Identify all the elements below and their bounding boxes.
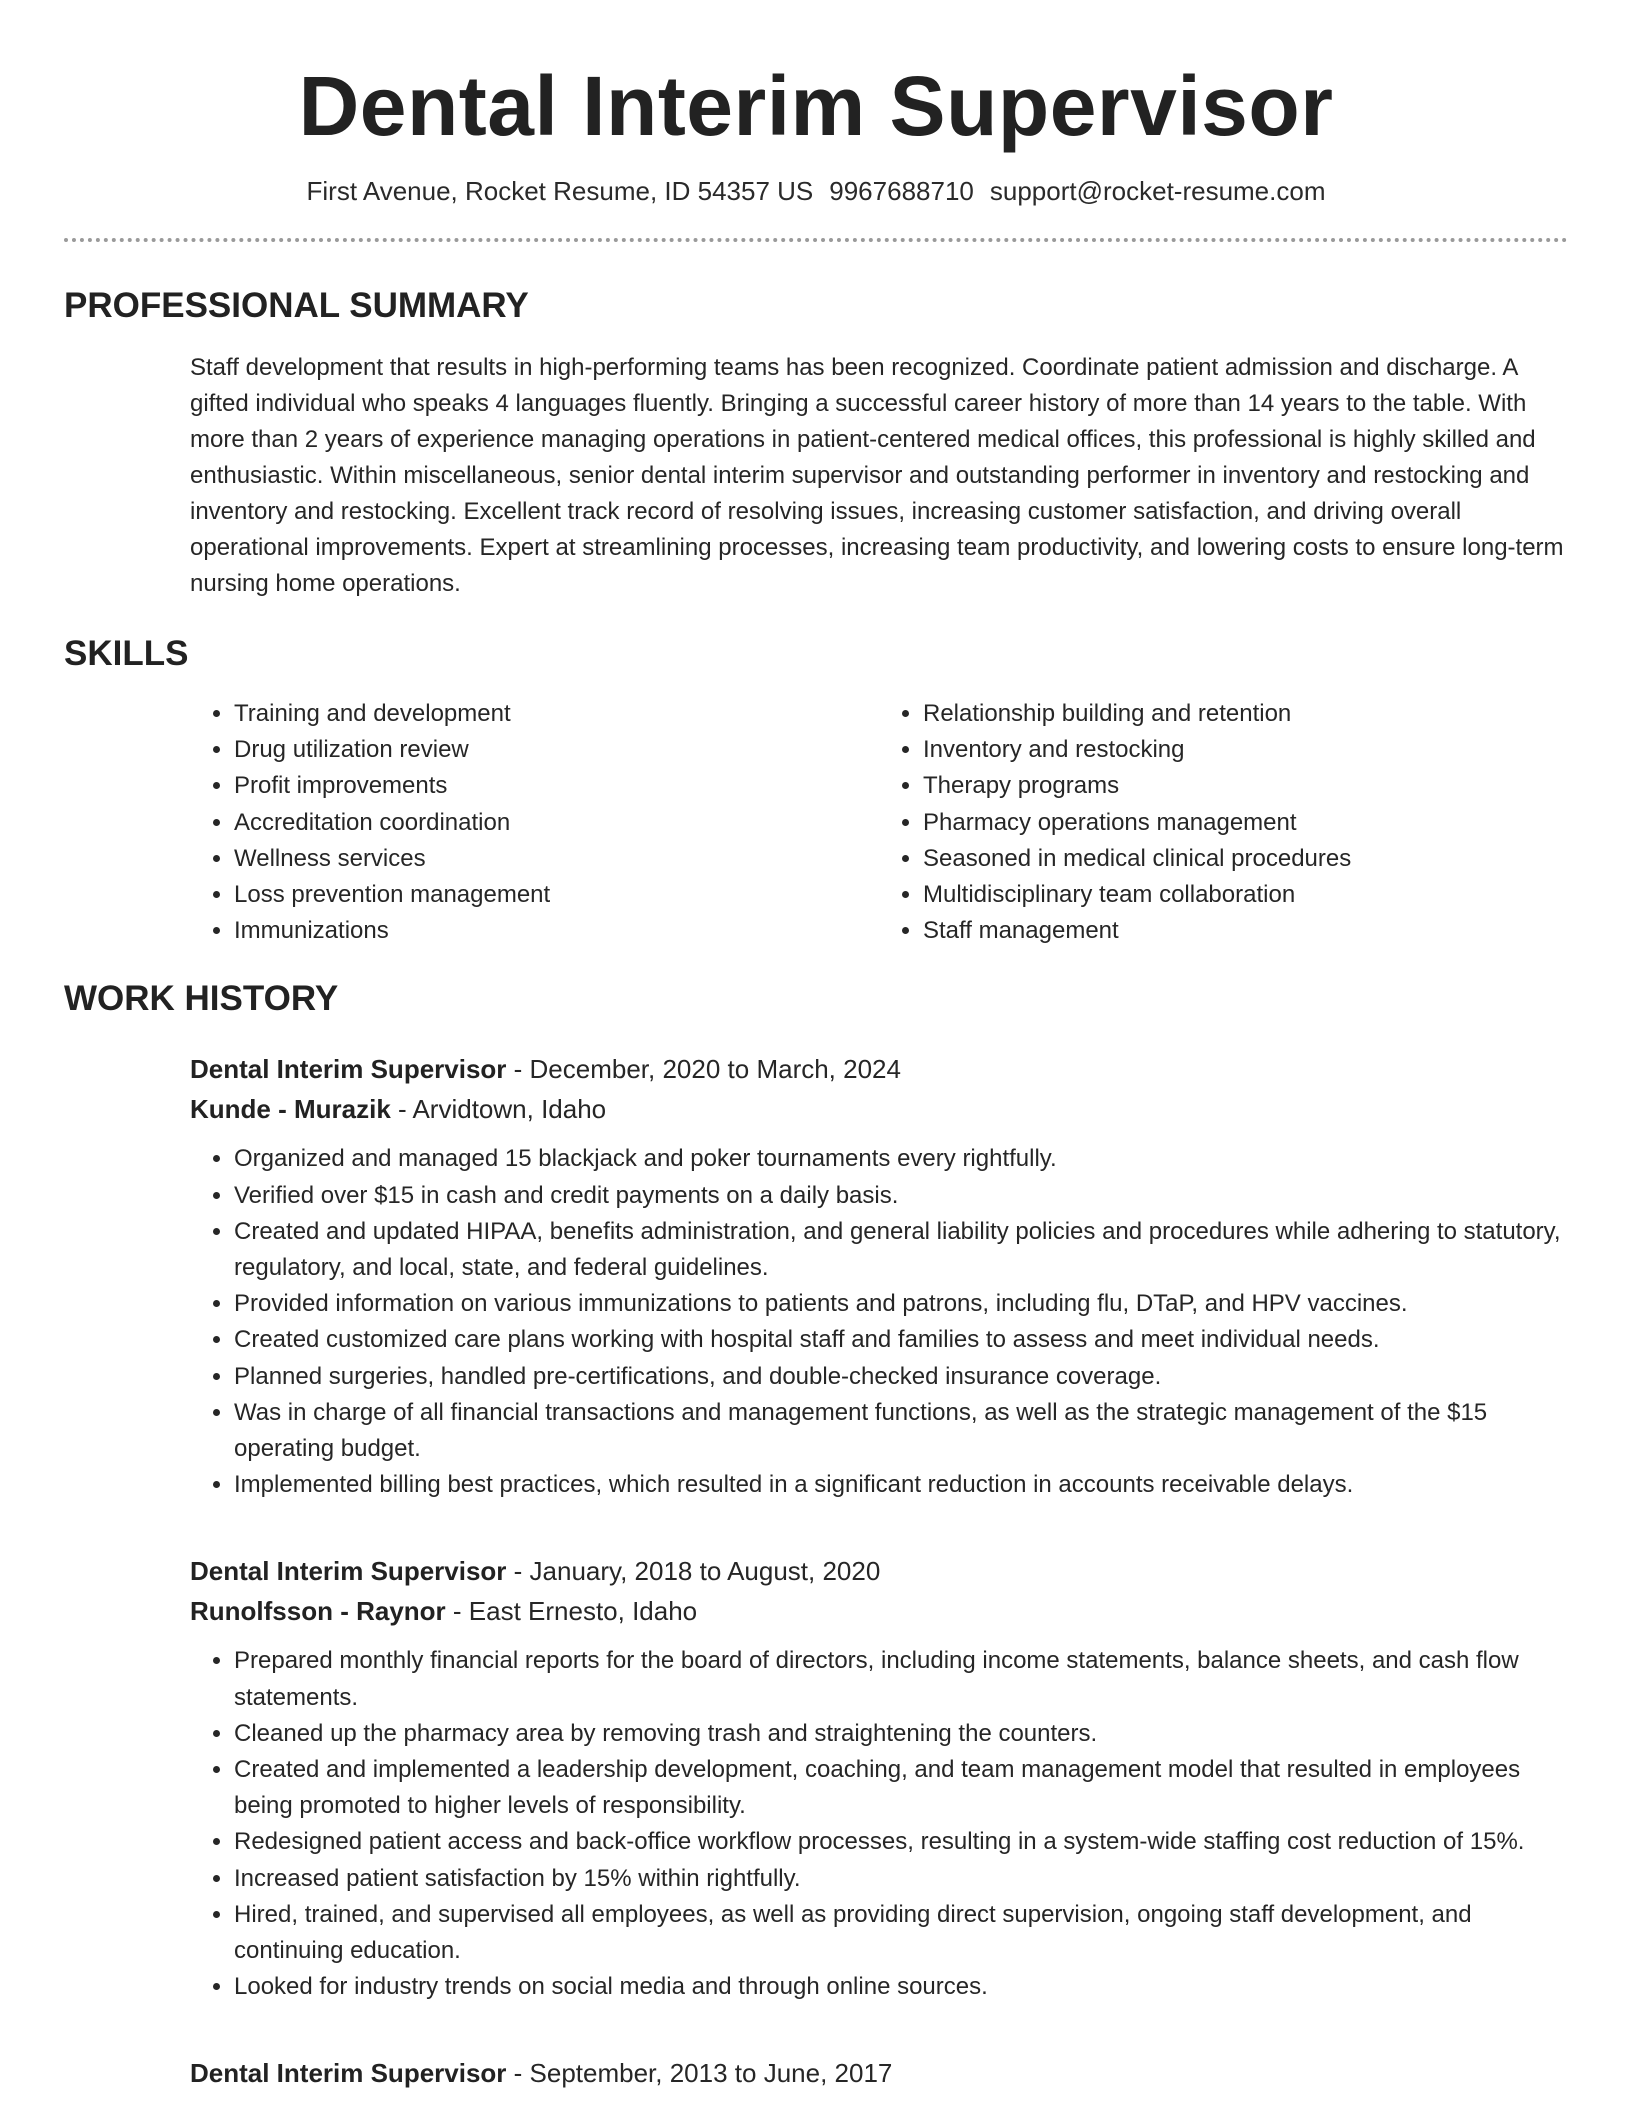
job-bullet: • Implemented billing best practices, which resulted in a significant reduction in accounts receivable delays.	[234, 1467, 1568, 1503]
job-role: Dental Interim Supervisor	[190, 2058, 507, 2089]
job-entry	[64, 1551, 1568, 2005]
job-bullet: • Redesigned patient access and back-office workflow processes, resulting in a system-wide staffing cost reduction of 15%.	[234, 1824, 1568, 1860]
candidate-name: Dental Interim Supervisor	[298, 59, 1334, 153]
header-divider	[64, 238, 1568, 242]
job-company: Kunde - Murazik	[190, 1094, 391, 1125]
job-role: Dental Interim Supervisor	[190, 1556, 507, 1587]
skills-section	[64, 632, 1568, 949]
job-title-line: Dental Interim Supervisor - December, 2020 to March, 2024	[190, 1054, 901, 1085]
job-bullet: • Created and updated HIPAA, benefits administration, and general liability policies and procedures while adhering to statutory, regulatory, and local, state, and federal guidelines.	[234, 1214, 1568, 1286]
job-dates: September, 2013 to June, 2017	[529, 2058, 893, 2089]
job-bullet: • Planned surgeries, handled pre-certifications, and double-checked insurance coverage.	[234, 1359, 1568, 1395]
job-role: Dental Interim Supervisor	[190, 1054, 507, 1085]
contact-phone: 9967688710	[829, 176, 974, 206]
job-location: Arvidtown, Idaho	[412, 1094, 607, 1125]
job-title-line: Dental Interim Supervisor - January, 2018 to August, 2020	[190, 1556, 881, 1587]
skill-item: • Training and development	[234, 696, 879, 732]
job-entry	[64, 2053, 1568, 2093]
job-bullet: • Was in charge of all financial transactions and management functions, as well as the strategic management of the $15 operating budget.	[234, 1395, 1568, 1467]
skills-column-left	[190, 696, 879, 949]
job-bullet: • Verified over $15 in cash and credit payments on a daily basis.	[234, 1178, 1568, 1214]
job-company-line: Kunde - Murazik - Arvidtown, Idaho	[190, 1094, 607, 1125]
job-bullets	[190, 1643, 1568, 2005]
skill-item: • Multidisciplinary team collaboration	[923, 877, 1568, 913]
job-bullet: • Created and implemented a leadership development, coaching, and team management model that resulted in employees being promoted to higher levels of responsibility.	[234, 1752, 1568, 1824]
skill-item: • Drug utilization review	[234, 732, 879, 768]
skill-item: • Immunizations	[234, 913, 879, 949]
skills-grid	[64, 696, 1568, 949]
job-company: Runolfsson - Raynor	[190, 1596, 446, 1627]
job-bullet: • Organized and managed 15 blackjack and poker tournaments every rightfully.	[234, 1141, 1568, 1177]
job-bullet: • Cleaned up the pharmacy area by removing trash and straightening the counters.	[234, 1716, 1568, 1752]
job-bullet: • Provided information on various immunizations to patients and patrons, including flu, DTaP, and HPV vaccines.	[234, 1286, 1568, 1322]
skill-item: • Staff management	[923, 913, 1568, 949]
summary-text: Staff development that results in high-performing teams has been recognized. Coordinate patient admission and discharge. A gifted individual who speaks 4 languages fluently. Bringing a successful career history of more than 14 years to the table. With more than 2 years of experience managing operations in patient-centered medical offices, this professional is highly skilled and enthusiastic. Within miscellaneous, senior dental interim supervisor and outstanding performer in inventory and restocking and inventory and restocking. Excellent track record of resolving issues, increasing customer satisfaction, and driving overall operational improvements. Expert at streamlining processes, increasing team productivity, and lowering costs to ensure long-term nursing home operations.	[190, 354, 1564, 597]
skill-item: • Loss prevention management	[234, 877, 879, 913]
professional-summary-section	[64, 284, 1568, 602]
skills-column-right	[879, 696, 1568, 949]
section-title-summary: PROFESSIONAL SUMMARY	[64, 286, 529, 325]
job-dates: December, 2020 to March, 2024	[529, 1054, 901, 1085]
contact-line	[64, 174, 1568, 208]
work-history-section	[64, 977, 1568, 2093]
job-bullets	[190, 1141, 1568, 1503]
job-title-line: Dental Interim Supervisor - September, 2013 to June, 2017	[190, 2058, 893, 2089]
resume-header	[64, 0, 1568, 208]
skill-item: • Inventory and restocking	[923, 732, 1568, 768]
job-bullet: • Hired, trained, and supervised all employees, as well as providing direct supervision, ongoing staff development, and continuing education.	[234, 1897, 1568, 1969]
skill-item: • Profit improvements	[234, 768, 879, 804]
skill-item: • Seasoned in medical clinical procedures	[923, 841, 1568, 877]
section-title-work: WORK HISTORY	[64, 979, 339, 1019]
job-entry	[64, 1049, 1568, 1503]
skill-item: • Pharmacy operations management	[923, 805, 1568, 841]
job-bullet: • Looked for industry trends on social media and through online sources.	[234, 1969, 1568, 2005]
section-title-skills: SKILLS	[64, 634, 189, 673]
skill-item: • Wellness services	[234, 841, 879, 877]
contact-address: First Avenue, Rocket Resume, ID 54357 US	[306, 176, 814, 206]
job-bullet: • Prepared monthly financial reports for the board of directors, including income statements, balance sheets, and cash flow statements.	[234, 1643, 1568, 1715]
job-company-line: Runolfsson - Raynor - East Ernesto, Idaho	[190, 1596, 698, 1627]
job-bullet: • Increased patient satisfaction by 15% within rightfully.	[234, 1861, 1568, 1897]
skill-item: • Accreditation coordination	[234, 805, 879, 841]
skill-item: • Therapy programs	[923, 768, 1568, 804]
skill-item: • Relationship building and retention	[923, 696, 1568, 732]
job-location: East Ernesto, Idaho	[468, 1596, 698, 1627]
contact-email: support@rocket-resume.com	[989, 176, 1326, 206]
job-dates: January, 2018 to August, 2020	[529, 1556, 881, 1587]
job-bullet: • Created customized care plans working with hospital staff and families to assess and meet individual needs.	[234, 1322, 1568, 1358]
